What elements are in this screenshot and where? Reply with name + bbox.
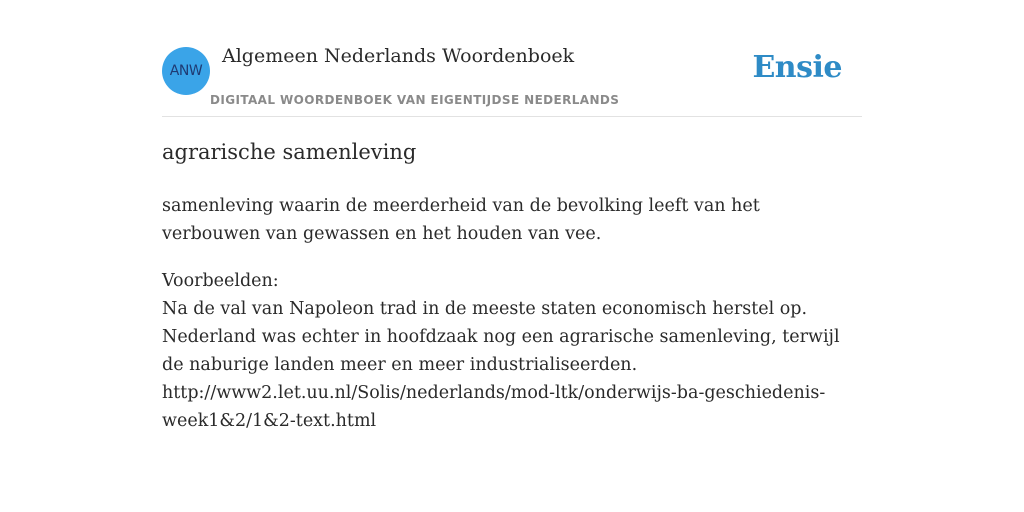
anw-logo-text: ANW xyxy=(169,63,203,79)
example-source: http://www2.let.uu.nl/Solis/nederlands/mod-ltk/onderwijs-ba-geschiedenis-week1&2/1&2-text.html xyxy=(162,383,826,431)
anw-logo[interactable] xyxy=(162,47,210,95)
site-title[interactable]: Algemeen Nederlands Woordenboek xyxy=(222,45,575,67)
entry-definition: samenleving waarin de meerderheid van de bevolking leeft van het verbouwen van gewassen en het houden van vee. xyxy=(162,196,760,244)
ensie-logo[interactable]: Ensie xyxy=(752,50,842,85)
example-text: Na de val van Napoleon trad in de meeste staten economisch herstel op. Nederland was echter in hoofdzaak nog een agrarische samenleving, terwijl de naburige landen meer en meer industrialiseerden. xyxy=(162,299,840,375)
header xyxy=(162,0,862,117)
site-subtitle: DIGITAAL WOORDENBOEK VAN EIGENTIJDSE NEDERLANDS xyxy=(210,93,620,107)
examples-label: Voorbeelden: xyxy=(162,271,279,291)
examples-section xyxy=(162,267,862,435)
page xyxy=(162,0,862,431)
entry-term: agrarische samenleving xyxy=(162,140,417,164)
